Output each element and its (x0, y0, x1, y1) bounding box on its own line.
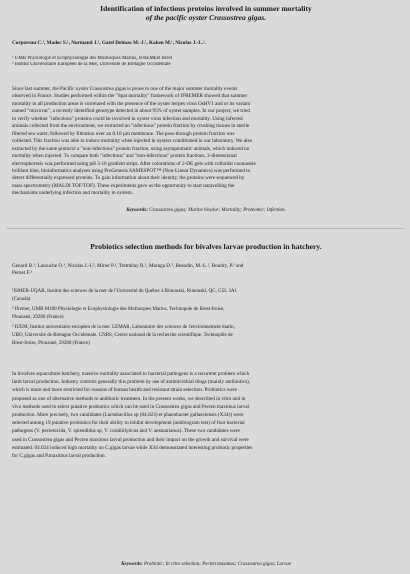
abstract1-body-line: Since last summer, the Pacific oyster Crassostrea gigas is prone to one of the major summer mortality events (12, 86, 238, 92)
abstract2-affiliation-line: Brest-Iroise, Plouzané, 29280 (France) (12, 340, 90, 346)
abstract2-authors-line-1: Genard B.¹, Larouche O.¹, Nicolas J.-L², Miner P.², Tremblay R.¹, Moraga D.³, Beaudin, M.-L.¹, Boudry, P.² and (12, 263, 244, 269)
abstract2-affiliation-line: ³ IUEM, Institut universitaire européen de la mer. LEMAR, Laboratoire des sciences de l'environnement marin, (12, 325, 235, 331)
abstract2-keywords (12, 562, 400, 569)
abstract2-body-line: vivo methods used to select putative probiotics which can be used in Crassostrea gigas and Pecten maximus larval (12, 403, 249, 410)
abstract2-body-line: In bivalves aquaculture hatchery, massive mortality associated to bacterial pathogens is a recurrent problem which (12, 371, 250, 377)
abstract1-body-line: mechanisms underlying infection and mortality in oysters. (12, 190, 133, 197)
abstract2-body-line: proposed as one of alternative methods to antibiotic treatment. In the present works, we described in vitro and in (12, 395, 246, 402)
abstract2-authors-line-2: Pernet F.² (12, 269, 32, 276)
abstract1-body-line: mortality when injected. To compare both "infectious" and "non-infectious" protein fractions, 2-dimensional (12, 153, 237, 160)
abstract1-body-line: named "microvar", a recently identified genotype detected in about 95% of oyster samples. In our project, we tried (12, 108, 250, 115)
abstract2-affiliations (12, 288, 400, 347)
abstract1-affiliation-2: ² Institut Universitaire Européen de la Mer, Université de Bretagne Occidentale (12, 62, 171, 68)
abstract1-title-line-2: of the pacific oyster Crassostrea gigas. (145, 13, 267, 22)
abstract1-body-line: detect differentially expressed proteins. To gain information about their identity, the proteins were sequenced by (12, 175, 245, 182)
abstract1-body-line: mass spectrometry (MALDI TOF/TOF). These experiments gave us the opportunity to start unravelling the (12, 182, 235, 189)
section-divider (6, 228, 404, 229)
abstract1-keywords-text: Crassostrea gigas; Marine bivalve; Mortality; Proteomic; Infection. (149, 208, 286, 213)
abstract1-affiliations (12, 56, 400, 69)
abstract1-body (12, 86, 400, 198)
abstract2-body-line: estimated. 04.024 induced high mortality on C.gigas larvae while X34 demonstrated interesting probiotic properties (12, 444, 253, 451)
abstract2-affiliation-line: ¹ISMER-UQAR, Institut des sciences de la mer de l'Université du Québec à Rimouski, Rimouski, QC, G5L 3A1 (12, 289, 237, 294)
abstract1-keywords-label: Keywords: (126, 208, 148, 213)
abstract2-affiliation-line: UBO, Université de Bretagne Occidentale. CNRS, Centre national de la recherche scientifique. Technopôle de (12, 332, 233, 338)
abstract1-body-line: brilliant blue, bioinformatics analyses using ProGenesis SAMESPOT™ (Non-Linear Dynamics) was performed to (12, 167, 251, 174)
abstract1-body-line: electrophoresis was performed using pH 3-10 gradient strips. After colorations of 2-DE gels with colloidal coomassie (12, 160, 256, 167)
abstract1-body-line: observed in France. Studies performed within the "Spat mortality" framework of IFREMER showed that summer (12, 93, 248, 100)
abstract1-title (12, 4, 400, 22)
abstract1-affiliation-1: ¹ UMR Physiologie et Ecophysiologie des Mollusques Marins, IFREMER Brest (12, 56, 173, 61)
abstract1-authors: Corporeau C.¹, Madec S.¹, Normand J.¹, Gatel Delmas M.-J.¹, Kaken M.¹, Nicolas J.-L.¹. (12, 40, 206, 46)
abstract2-body (12, 370, 400, 460)
abstract1-body-line: animals collected from the environment, we extracted an "infectious" protein fraction by crushing tissues in sterile (12, 123, 250, 130)
abstract2-affiliation-line: Plouzané, 29280 (France) (12, 314, 64, 320)
abstract1-title-line-1: Identification of infectious proteins involved in summer mortality (100, 4, 312, 13)
abstract2-authors (12, 263, 400, 276)
abstract2-body-line: used in Crassostrea gigas and Pecten maximus larval production and their impact on the growth and survival were (12, 436, 249, 443)
abstract1-body-line: extracted by the same protocol a "non-infectious" protein fraction, using asymptomatic animals, which induced no (12, 145, 250, 152)
abstract2-body-line: production. More precisely, two candidates (Lactobacillus sp (04.023) et phaeobacter gallaeciensis (X34)) were (12, 412, 244, 419)
abstract1-body-line: filtered sea water, followed by filtration over an 0.10 µm membrane. The pass-through protein fraction was (12, 130, 235, 137)
abstract1-body-line: collected. This fraction was able to induce mortality when injected in oysters conditioned in our laboratory. We also (12, 138, 253, 145)
abstract1-body-line: mortality in all production areas is correlated with the presence of the oyster herpes virus OsHV1 and or its variant (12, 100, 251, 107)
abstract2-body-line: pathogens (V. pectenicida, V. splendidus sp, V. coralliilyticus and V. aestuarianus). These two candidates were (12, 428, 240, 435)
abstract2-body-line: for C.gigas and P.maximus larval production. (12, 453, 106, 460)
abstract2-affiliation-line: ² Ifremer, UMR M100 Physiologie et Ecophysiologie des Mollusques Marins, Technopole de Brest-Iroise, (12, 307, 225, 313)
abstract2-body-line: which is more and more restricted for reasons of human health and resistant strain selection. Probiotics were (12, 387, 237, 394)
abstract2-title: Probiotics selection methods for bivalves larvae production in hatchery. (90, 242, 322, 251)
abstract1-keywords (12, 208, 400, 215)
abstract2-keywords-label: Keywords: (121, 562, 143, 567)
abstract2-keywords-text: Probiotic; In vitro selection; Pecten maximus; Crassostrea gigas; Larvae (144, 562, 291, 567)
abstract2-affiliation-line: (Canada) (12, 296, 31, 302)
abstract2-body-line: selected among 19 putative probiotics for their ability to inhibit development (antibiogram test) of four bacterial (12, 420, 245, 427)
abstract1-body-line: to verify whether "infectious" proteins could be involved in oyster virus infection and mortality. Using infected (12, 115, 243, 122)
abstract2-body-line: limit larval production. Industry controls generally this problem by use of antimicrobial drugs (mainly antibiotics), (12, 379, 250, 386)
